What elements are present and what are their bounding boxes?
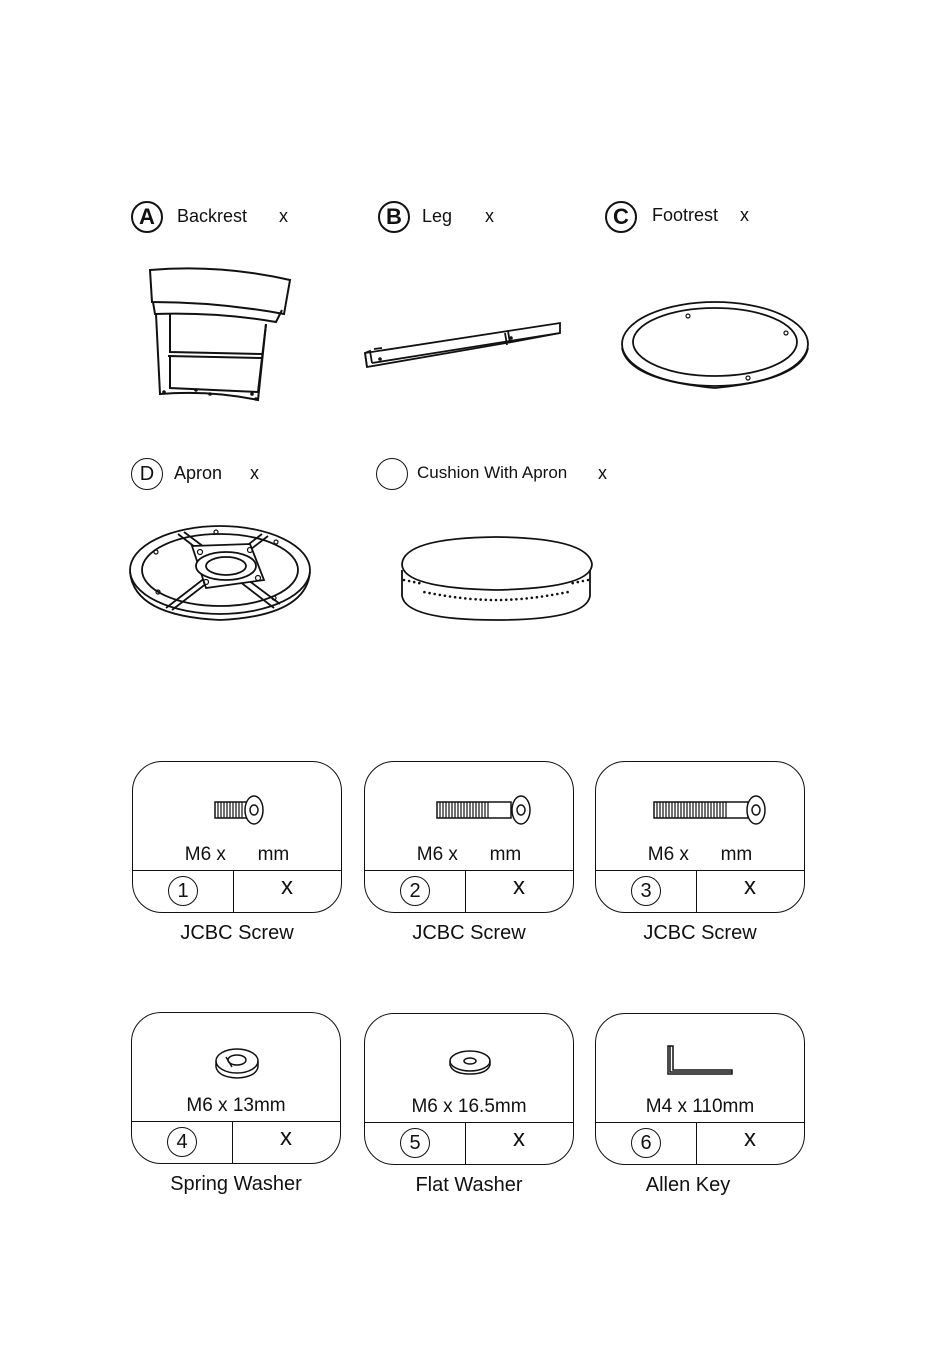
stitch-dot <box>510 598 513 601</box>
apron-illustration <box>126 522 314 624</box>
stitch-dot <box>439 594 442 597</box>
hardware-spec-1: M6 x mm <box>184 844 290 865</box>
stitch-dot <box>418 582 421 585</box>
stitch-dot <box>587 579 590 582</box>
part-name-apron: Apron <box>174 463 223 483</box>
stitch-dot <box>495 599 498 602</box>
part-name-backrest: Backrest <box>177 206 248 226</box>
stitch-dot <box>556 593 559 596</box>
short-screw-icon <box>133 762 342 842</box>
hardware-qty-3: x <box>744 873 756 900</box>
hardware-number-5: 5 <box>400 1128 430 1158</box>
part-letter-cushion <box>376 458 408 490</box>
hardware-number-2: 2 <box>400 876 430 906</box>
flat-washer-icon <box>365 1014 574 1094</box>
stitch-dot <box>566 591 569 594</box>
part-qty-apron: x <box>250 463 259 483</box>
stitch-dot <box>413 581 416 584</box>
cushion-illustration <box>396 534 596 624</box>
allen-key-icon <box>596 1014 805 1094</box>
hardware-spec-6: M4 x 110mm <box>645 1096 755 1117</box>
stitch-dot <box>561 592 564 595</box>
stitch-dot <box>551 594 554 597</box>
medium-screw-icon <box>365 762 574 842</box>
hardware-number-3: 3 <box>631 876 661 906</box>
part-qty-cushion-with-apron: x <box>598 463 607 483</box>
backrest-illustration <box>140 262 300 407</box>
part-qty-backrest: x <box>279 206 288 226</box>
divider <box>133 870 341 871</box>
stitch-dot <box>428 592 431 595</box>
part-letter-b: B <box>378 201 410 233</box>
divider <box>132 1121 340 1122</box>
hardware-spec-5: M6 x 16.5mm <box>411 1096 527 1117</box>
stitch-dot <box>531 597 534 600</box>
stitch-dot <box>515 598 518 601</box>
hardware-box-3 <box>595 761 805 913</box>
part-qty-footrest: x <box>740 205 749 225</box>
stitch-dot <box>541 595 544 598</box>
hardware-name-4: Spring Washer <box>170 1173 302 1195</box>
hardware-qty-1: x <box>281 873 293 900</box>
stitch-dot <box>505 599 508 602</box>
spring-washer-icon <box>132 1013 341 1093</box>
part-name-footrest: Footrest <box>652 205 719 225</box>
hardware-spec-2: M6 x mm <box>416 844 522 865</box>
hardware-qty-5: x <box>513 1125 525 1152</box>
part-name-leg: Leg <box>422 206 453 226</box>
hardware-name-2: JCBC Screw <box>412 922 526 944</box>
hardware-spec-3: M6 x mm <box>647 844 753 865</box>
hardware-name-5: Flat Washer <box>415 1174 523 1196</box>
divider <box>596 1122 804 1123</box>
stitch-dot <box>520 598 523 601</box>
stitch-dot <box>454 596 457 599</box>
stitch-dot <box>459 597 462 600</box>
hardware-name-3: JCBC Screw <box>643 922 757 944</box>
part-qty-leg: x <box>485 206 494 226</box>
stitch-dot <box>444 594 447 597</box>
stitch-dot <box>403 579 406 582</box>
part-letter-a: A <box>131 201 163 233</box>
part-letter-d: D <box>131 458 163 490</box>
stitch-dot <box>423 591 426 594</box>
stitch-dot <box>469 598 472 601</box>
hardware-number-6: 6 <box>631 1128 661 1158</box>
stitch-dot <box>490 599 493 602</box>
stitch-dot <box>525 597 528 600</box>
stitch-dot <box>546 594 549 597</box>
stitch-dot <box>433 593 436 596</box>
leg-illustration <box>360 315 565 385</box>
hardware-box-5 <box>364 1013 574 1165</box>
stitch-dot <box>408 580 411 583</box>
hardware-box-1 <box>132 761 342 913</box>
stitch-dot <box>485 599 488 602</box>
stitch-dot <box>577 581 580 584</box>
hardware-name-1: JCBC Screw <box>180 922 294 944</box>
divider <box>365 1122 573 1123</box>
stitch-dot <box>536 596 539 599</box>
hardware-qty-4: x <box>280 1124 292 1151</box>
footrest-illustration <box>618 298 812 390</box>
stitch-dot <box>449 595 452 598</box>
stitch-dot <box>571 582 574 585</box>
divider <box>596 870 804 871</box>
stitch-dot <box>464 597 467 600</box>
hardware-box-4 <box>131 1012 341 1164</box>
hardware-number-1: 1 <box>168 876 198 906</box>
hardware-box-6 <box>595 1013 805 1165</box>
hardware-name-6: Allen Key <box>645 1174 731 1196</box>
stitch-dot <box>474 598 477 601</box>
stitch-dot <box>500 599 503 602</box>
hardware-qty-6: x <box>744 1125 756 1152</box>
long-screw-icon <box>596 762 805 842</box>
part-name-cushion-with-apron: Cushion With Apron <box>417 463 568 482</box>
hardware-number-4: 4 <box>167 1127 197 1157</box>
hardware-box-2 <box>364 761 574 913</box>
stitch-dot <box>582 580 585 583</box>
hardware-qty-2: x <box>513 873 525 900</box>
divider <box>365 870 573 871</box>
part-letter-c: C <box>605 201 637 233</box>
hardware-spec-4: M6 x 13mm <box>186 1095 286 1116</box>
stitch-dot <box>479 598 482 601</box>
